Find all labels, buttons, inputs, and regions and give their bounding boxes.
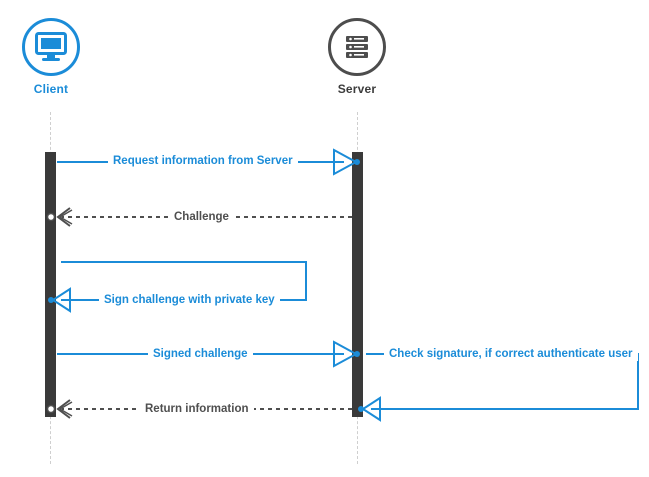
message-label-return-information: Return information <box>140 403 254 416</box>
actor-server-label: Server <box>337 82 377 96</box>
message-label-challenge: Challenge <box>169 211 234 224</box>
arrow-check-signature-self <box>358 354 638 420</box>
message-label-sign-challenge: Sign challenge with private key <box>99 294 280 307</box>
message-label-signed-challenge: Signed challenge <box>148 348 253 361</box>
message-label-check-signature: Check signature, if correct authenticate user <box>384 348 638 361</box>
actor-client-label: Client <box>33 82 69 96</box>
message-label-request-information: Request information from Server <box>108 155 298 168</box>
